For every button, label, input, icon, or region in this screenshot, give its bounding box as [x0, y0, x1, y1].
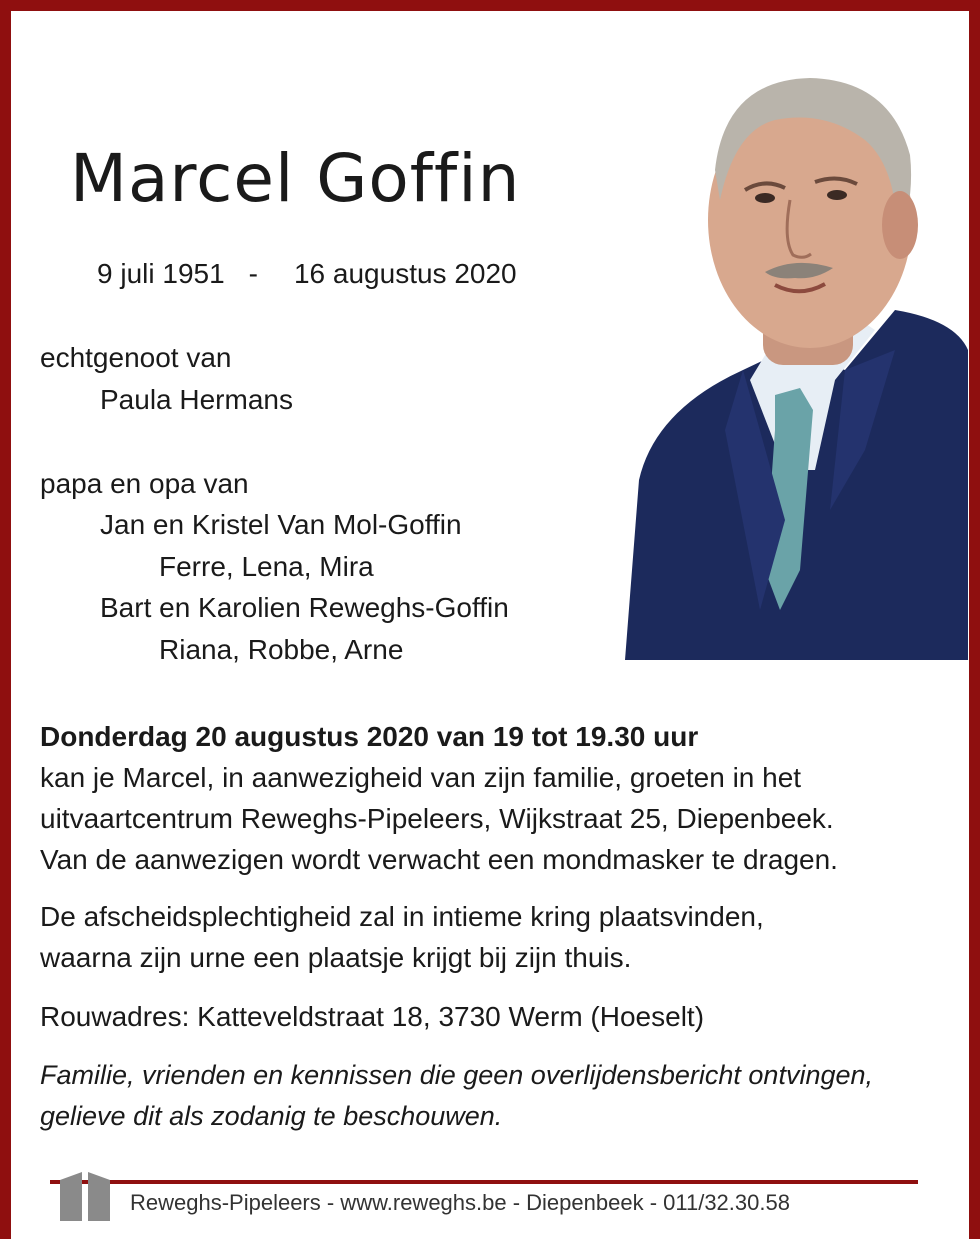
spouse-name: Paula Hermans: [100, 384, 293, 415]
viewing-line-3: Van de aanwezigen wordt verwacht een mondmasker te dragen.: [40, 844, 838, 875]
child-family-1: Jan en Kristel Van Mol-Goffin: [100, 509, 462, 540]
ear: [882, 191, 918, 259]
death-date: 16 augustus 2020: [293, 258, 517, 289]
ceremony-line-1: De afscheidsplechtigheid zal in intieme kring plaatsvinden,: [40, 901, 764, 932]
spouse-intro: echtgenoot van: [40, 342, 232, 373]
ceremony-line-2: waarna zijn urne een plaatsje krijgt bij zijn thuis.: [40, 942, 632, 973]
portrait-photo: [625, 50, 968, 660]
viewing-line-2: uitvaartcentrum Reweghs-Pipeleers, Wijkstraat 25, Diepenbeek.: [40, 803, 834, 834]
viewing-line-1: kan je Marcel, in aanwezigheid van zijn familie, groeten in het: [40, 762, 802, 793]
life-dates: [97, 258, 517, 290]
date-separator: -: [248, 258, 258, 289]
child-family-2: Bart en Karolien Reweghs-Goffin: [100, 592, 509, 623]
grandchildren-1: Ferre, Lena, Mira: [159, 551, 374, 582]
grandchildren-2: Riana, Robbe, Arne: [159, 634, 404, 665]
note-line-2: gelieve dit als zodanig te beschouwen.: [40, 1101, 503, 1131]
funeral-home-logo-icon: [58, 1168, 112, 1221]
footer-contact: Reweghs-Pipeleers - www.reweghs.be - Diepenbeek - 011/32.30.58: [130, 1190, 790, 1215]
note-line-1: Familie, vrienden en kennissen die geen overlijdensbericht ontvingen,: [40, 1060, 874, 1090]
birth-date: 9 juli 1951: [97, 258, 225, 289]
footer-divider: [50, 1180, 918, 1184]
deceased-name: Marcel Goffin: [70, 140, 521, 217]
viewing-heading: Donderdag 20 augustus 2020 van 19 tot 19.30 uur: [40, 721, 699, 752]
children-intro: papa en opa van: [40, 468, 249, 499]
mourning-address: Rouwadres: Katteveldstraat 18, 3730 Werm (Hoeselt): [40, 1001, 705, 1032]
